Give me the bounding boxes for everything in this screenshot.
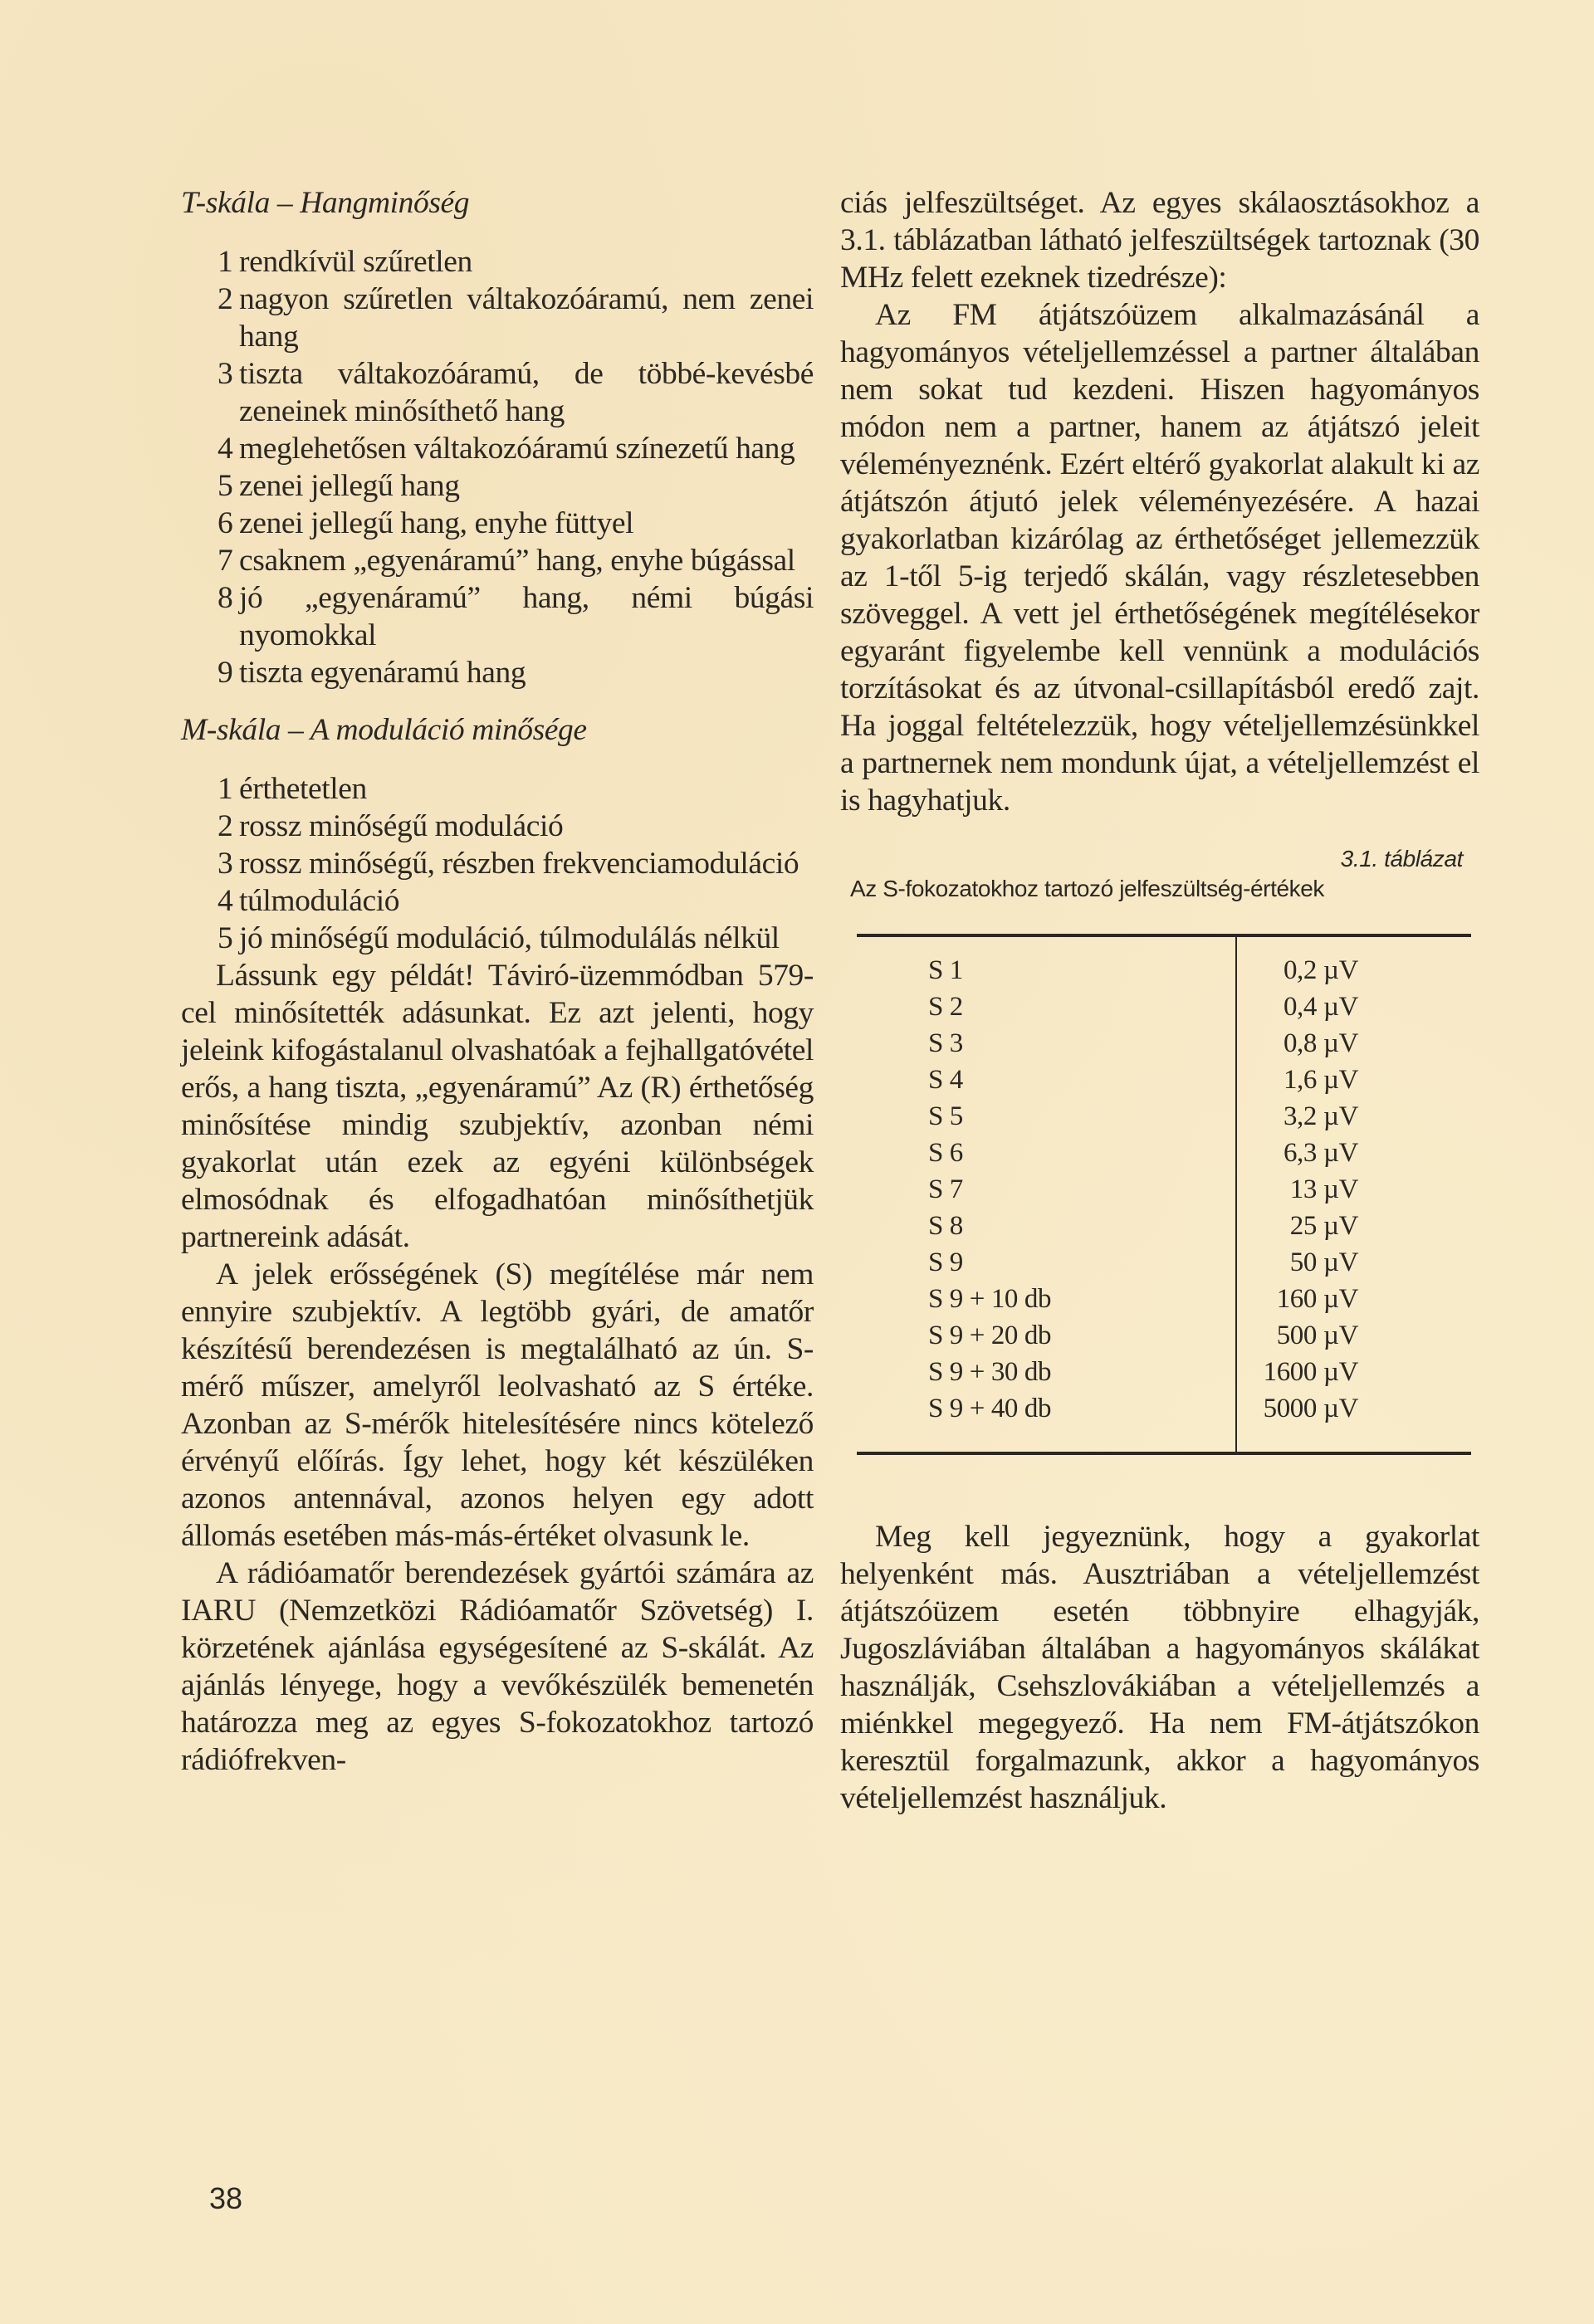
scale-text: túlmoduláció — [239, 884, 400, 918]
table-row — [857, 1208, 1471, 1244]
voltage-unit: µV — [1323, 1357, 1359, 1387]
scale-number: 5 — [218, 469, 233, 503]
voltage-value: 5000 — [1263, 1394, 1317, 1423]
scale-text: meglehetősen váltakozóáramú színezetű hang — [239, 432, 795, 466]
table-row — [857, 1390, 1471, 1453]
m-scale-item — [218, 920, 814, 957]
table-row — [857, 1354, 1471, 1390]
scale-text: csaknem „egyenáramú” hang, enyhe búgással — [239, 544, 795, 578]
m-scale-item — [218, 808, 814, 845]
table-row — [857, 1244, 1471, 1281]
scale-number: 6 — [218, 506, 233, 540]
voltage-cell — [1236, 1390, 1471, 1453]
right-column — [840, 184, 1479, 1817]
table-row — [857, 1135, 1471, 1171]
t-scale-item — [218, 281, 814, 355]
voltage-unit: µV — [1323, 992, 1359, 1022]
table-row — [857, 1025, 1471, 1062]
voltage-unit: µV — [1323, 1211, 1359, 1241]
body-paragraph: A jelek erősségének (S) megítélése már nem ennyire szubjektív. A legtöbb gyári, de amatőr készítésű berendezésen is megtalálható az ún. S-mérő műszer, amelyről leolvasható az S értéke. Azonban az S-mérők hitelesítésére nincs kötelező érvényű előírás. Így lehet, hogy két készüléken azonos antennával, azonos helyen egy adott állomás esetében más-más-értéket olvasunk le. — [181, 1257, 814, 1553]
voltage-unit: µV — [1323, 1138, 1359, 1168]
s-level-cell: S 9 — [857, 1244, 1236, 1281]
s-level-cell: S 4 — [857, 1062, 1236, 1098]
s-level-cell: S 3 — [857, 1025, 1236, 1062]
scale-number: 5 — [218, 921, 233, 955]
table-row — [857, 989, 1471, 1025]
t-scale-heading: T-skála – Hangminőség — [181, 186, 470, 220]
s-level-cell: S 5 — [857, 1098, 1236, 1135]
t-scale-item — [218, 654, 814, 691]
voltage-value: 0,4 — [1283, 992, 1317, 1022]
scale-number: 7 — [218, 544, 233, 578]
s-level-cell: S 9 + 10 db — [857, 1281, 1236, 1317]
s-level-cell: S 1 — [857, 935, 1236, 989]
s-level-cell: S 9 + 40 db — [857, 1390, 1236, 1453]
voltage-cell — [1236, 1244, 1471, 1281]
scale-text: jó minőségű moduláció, túlmodulálás nélkül — [239, 921, 780, 955]
s-level-table — [857, 934, 1471, 1455]
voltage-unit: µV — [1323, 1065, 1359, 1095]
voltage-unit: µV — [1323, 1321, 1359, 1350]
voltage-unit: µV — [1323, 1174, 1359, 1204]
voltage-unit: µV — [1323, 1394, 1359, 1423]
scale-number: 1 — [218, 245, 233, 279]
after-table-section — [840, 1518, 1479, 1817]
voltage-cell — [1236, 1281, 1471, 1317]
voltage-value: 50 — [1289, 1247, 1317, 1277]
voltage-value: 25 — [1289, 1211, 1317, 1241]
scale-text: rossz minőségű moduláció — [239, 809, 564, 843]
voltage-cell — [1236, 1135, 1471, 1171]
t-scale-item — [218, 355, 814, 430]
s-level-cell: S 9 + 30 db — [857, 1354, 1236, 1390]
scale-number: 4 — [218, 884, 233, 918]
table-row — [857, 935, 1471, 989]
voltage-unit: µV — [1323, 1284, 1359, 1314]
voltage-cell — [1236, 1025, 1471, 1062]
scale-number: 8 — [218, 581, 233, 615]
voltage-cell — [1236, 1098, 1471, 1135]
voltage-cell — [1236, 1208, 1471, 1244]
voltage-unit: µV — [1323, 1247, 1359, 1277]
scale-text: jó „egyenáramú” hang, némi búgási nyomokkal — [239, 581, 814, 652]
voltage-value: 0,2 — [1283, 955, 1317, 985]
s-level-cell: S 9 + 20 db — [857, 1317, 1236, 1354]
s-level-cell: S 6 — [857, 1135, 1236, 1171]
scale-number: 2 — [218, 809, 233, 843]
voltage-cell — [1236, 1354, 1471, 1390]
voltage-cell — [1236, 989, 1471, 1025]
voltage-value: 0,8 — [1283, 1028, 1317, 1058]
t-scale-item — [218, 542, 814, 579]
voltage-value: 1600 — [1263, 1357, 1317, 1387]
t-scale-item — [218, 467, 814, 505]
s-level-cell: S 7 — [857, 1171, 1236, 1208]
t-scale-item — [218, 243, 814, 281]
s-level-cell: S 8 — [857, 1208, 1236, 1244]
s-level-table-body — [857, 935, 1471, 1453]
voltage-value: 160 — [1276, 1284, 1317, 1314]
table-row — [857, 1098, 1471, 1135]
table-row — [857, 1062, 1471, 1098]
voltage-cell — [1236, 935, 1471, 989]
voltage-value: 13 — [1289, 1174, 1317, 1204]
voltage-cell — [1236, 1171, 1471, 1208]
voltage-cell — [1236, 1062, 1471, 1098]
t-scale-list — [181, 243, 814, 691]
scale-text: nagyon szűretlen váltakozóáramú, nem zenei hang — [239, 282, 814, 354]
scale-number: 3 — [218, 847, 233, 881]
body-paragraph: Az FM átjátszóüzem alkalmazásánál a hagyományos vételjellemzéssel a partner általában nem sokat tud kezdeni. Hiszen hagyományos módon nem a partner, hanem az átjátszó jeleit véleményeznénk. Ezért eltérő gyakorlat alakult ki az átjátszón átjutó jelek véleményezésére. A hazai gyakorlatban kizárólag az érthetőséget jellemezzük az 1-től 5-ig terjedő skálán, vagy részletesebben szöveggel. A vett jel érthetőségének megítélésekor egyaránt figyelembe kell vennünk a modulációs torzításokat és az útvonal-csillapításból eredő zajt. Ha joggal feltételezzük, hogy vételjellemzésünkkel a partnernek nem mondunk újat, a vételjellemzést el is hagyhatjuk. — [840, 298, 1479, 818]
scale-number: 9 — [218, 656, 233, 690]
scale-number: 1 — [218, 772, 233, 806]
t-scale-item — [218, 579, 814, 654]
m-scale-list — [181, 770, 814, 957]
voltage-unit: µV — [1323, 1028, 1359, 1058]
table-row — [857, 1317, 1471, 1354]
body-paragraph: ciás jelfeszültséget. Az egyes skálaosztásokhoz a 3.1. táblázatban látható jelfeszültségek tartoznak (30 MHz felett ezeknek tizedrésze): — [840, 186, 1479, 295]
left-column — [181, 184, 814, 1779]
body-paragraph: Meg kell jegyeznünk, hogy a gyakorlat helyenként más. Ausztriában a vételjellemzést átjátszóüzem esetén többnyire elhagyják, Jugoszláviában általában a hagyományos skálákat használják, Csehszlovákiában a vételjellemzés a miénkkel megegyező. Ha nem FM-átjátszókon keresztül forgalmazunk, akkor a hagyományos vételjellemzést használjuk. — [840, 1520, 1479, 1815]
voltage-value: 1,6 — [1283, 1065, 1317, 1095]
table-row — [857, 1281, 1471, 1317]
scale-text: rossz minőségű, részben frekvenciamoduláció — [239, 847, 799, 881]
table-row — [857, 1171, 1471, 1208]
s-level-cell: S 2 — [857, 989, 1236, 1025]
voltage-cell — [1236, 1317, 1471, 1354]
scale-text: zenei jellegű hang, enyhe füttyel — [239, 506, 634, 540]
scale-text: tiszta egyenáramú hang — [239, 656, 526, 690]
m-scale-heading: M-skála – A moduláció minősége — [181, 713, 587, 747]
voltage-unit: µV — [1323, 1101, 1359, 1131]
voltage-value: 500 — [1276, 1321, 1317, 1350]
scale-text: érthetetlen — [239, 772, 367, 806]
m-scale-item — [218, 882, 814, 920]
table-title: Az S-fokozatokhoz tartozó jelfeszültség-értékek — [850, 876, 1325, 901]
scale-text: rendkívül szűretlen — [239, 245, 472, 279]
m-scale-item — [218, 770, 814, 808]
voltage-value: 6,3 — [1283, 1138, 1317, 1168]
voltage-value: 3,2 — [1283, 1101, 1317, 1131]
t-scale-item — [218, 505, 814, 542]
scale-number: 4 — [218, 432, 233, 466]
page-number: 38 — [209, 2181, 243, 2215]
t-scale-item — [218, 430, 814, 467]
scale-text: zenei jellegű hang — [239, 469, 460, 503]
table-label: 3.1. táblázat — [1340, 846, 1463, 872]
scale-number: 3 — [218, 357, 233, 391]
body-paragraph: A rádióamatőr berendezések gyártói számára az IARU (Nemzetközi Rádióamatőr Szövetség) I. körzetének ajánlása egységesítené az S-skálát. Az ajánlás lényege, hogy a vevőkészülék bemenetén határozza meg az egyes S-fokozatokhoz tartozó rádiófrekven- — [181, 1556, 814, 1777]
m-scale-item — [218, 845, 814, 882]
table-caption — [840, 844, 1479, 904]
body-paragraph: Lássunk egy példát! Táviró-üzemmódban 579-cel minősítették adásunkat. Ez azt jelenti, hogy jeleink kifogástalanul olvashatóak a fejhallgatóvétel erős, a hang tiszta, „egyenáramú” Az (R) érthetőség minősítése mindig szubjektív, azonban némi gyakorlat után ezek az egyéni különbségek elmosódnak és elfogadhatóan minősíthetjük partnereink adását. — [181, 959, 814, 1254]
scale-number: 2 — [218, 282, 233, 316]
scale-text: tiszta váltakozóáramú, de többé-kevésbé zeneinek minősíthető hang — [239, 357, 814, 428]
voltage-unit: µV — [1323, 955, 1359, 985]
